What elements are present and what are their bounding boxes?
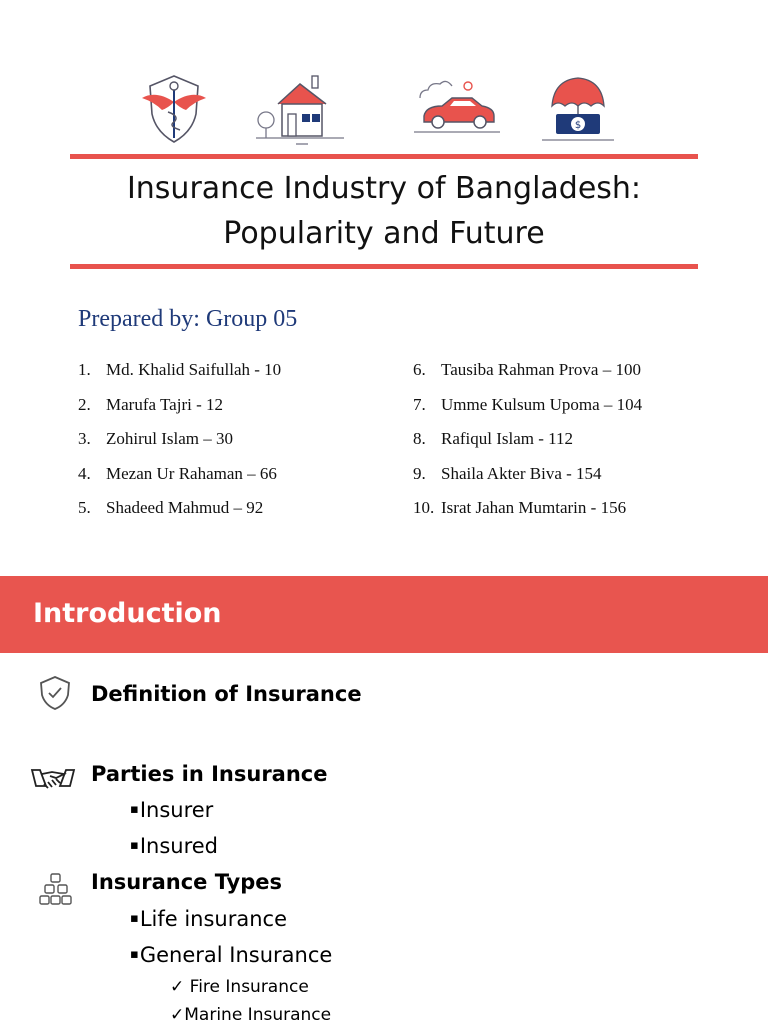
type-item: Life insurance: [139, 907, 288, 931]
list-item: [130, 943, 332, 967]
member-name: Marufa Tajri - 12: [106, 394, 223, 414]
list-item: [78, 464, 388, 499]
member-number: 5.: [78, 498, 91, 517]
member-number: 1.: [78, 360, 91, 379]
member-name: Israt Jahan Mumtarin - 156: [441, 498, 627, 517]
top-rule: [70, 154, 698, 159]
type-item: General Insurance: [139, 943, 333, 967]
member-number: 4.: [78, 463, 91, 483]
introduction-banner: [0, 576, 768, 653]
list-item: [78, 360, 388, 395]
list-item: [413, 395, 743, 430]
member-number: 3.: [78, 429, 91, 448]
member-name: Umme Kulsum Upoma – 104: [441, 394, 643, 414]
banner-title: Introduction: [33, 598, 222, 629]
member-name: Md. Khalid Saifullah - 10: [106, 360, 282, 379]
member-number: 10.: [413, 498, 435, 517]
member-number: 2.: [78, 394, 91, 414]
member-number: 7.: [413, 394, 426, 414]
handshake-icon: [30, 764, 76, 794]
member-name: Zohirul Islam – 30: [106, 429, 234, 448]
bottom-rule: [70, 264, 698, 269]
members-list-left: [78, 360, 388, 533]
money-insurance-icon: [536, 70, 620, 146]
member-number: 9.: [413, 463, 426, 483]
car-insurance-icon: [412, 76, 502, 140]
bullet-marker: ▪: [130, 838, 139, 853]
list-item: [413, 464, 743, 499]
check-icon: ✓: [170, 1005, 185, 1025]
list-item: [78, 498, 388, 533]
member-name: Shadeed Mahmud – 92: [106, 498, 264, 517]
bullet-marker: ▪: [130, 911, 139, 926]
shield-check-icon: [38, 675, 72, 711]
icon-strip: [86, 62, 681, 150]
parties-heading: Parties in Insurance: [91, 762, 328, 786]
member-name: Rafiqul Islam - 112: [441, 429, 574, 448]
member-name: Shaila Akter Biva - 154: [441, 463, 602, 483]
types-heading: Insurance Types: [91, 870, 282, 894]
title-line-1: Insurance Industry of Bangladesh:: [126, 171, 642, 206]
member-number: 6.: [413, 360, 426, 379]
title-line-2: Popularity and Future: [223, 216, 545, 251]
bullet-marker: ▪: [130, 947, 139, 962]
party-item: Insurer: [139, 798, 214, 822]
list-item: [78, 429, 388, 464]
medical-insurance-icon: [136, 72, 212, 146]
member-name: Tausiba Rahman Prova – 100: [441, 360, 641, 379]
hierarchy-icon: [38, 872, 74, 906]
definition-heading: Definition of Insurance: [91, 682, 362, 706]
bullet-marker: ▪: [130, 802, 139, 817]
home-insurance-icon: [252, 68, 348, 148]
members-list-right: [413, 360, 743, 533]
member-number: 8.: [413, 429, 426, 448]
list-item: [413, 360, 743, 395]
list-item: [130, 798, 213, 822]
page-title: [70, 166, 698, 256]
list-item: [170, 977, 309, 997]
prepared-by: Prepared by: Group 05: [78, 306, 298, 332]
general-item: Fire Insurance: [189, 977, 309, 997]
party-item: Insured: [139, 834, 218, 858]
list-item: [413, 498, 743, 533]
check-icon: ✓: [170, 977, 185, 997]
list-item: [78, 395, 388, 430]
list-item: [130, 834, 218, 858]
general-item: Marine Insurance: [184, 1005, 332, 1025]
list-item: [170, 1005, 331, 1025]
list-item: [413, 429, 743, 464]
list-item: [130, 907, 287, 931]
svg-text:$: $: [574, 120, 582, 131]
member-name: Mezan Ur Rahaman – 66: [106, 463, 277, 483]
introduction-slide: [0, 576, 768, 1024]
